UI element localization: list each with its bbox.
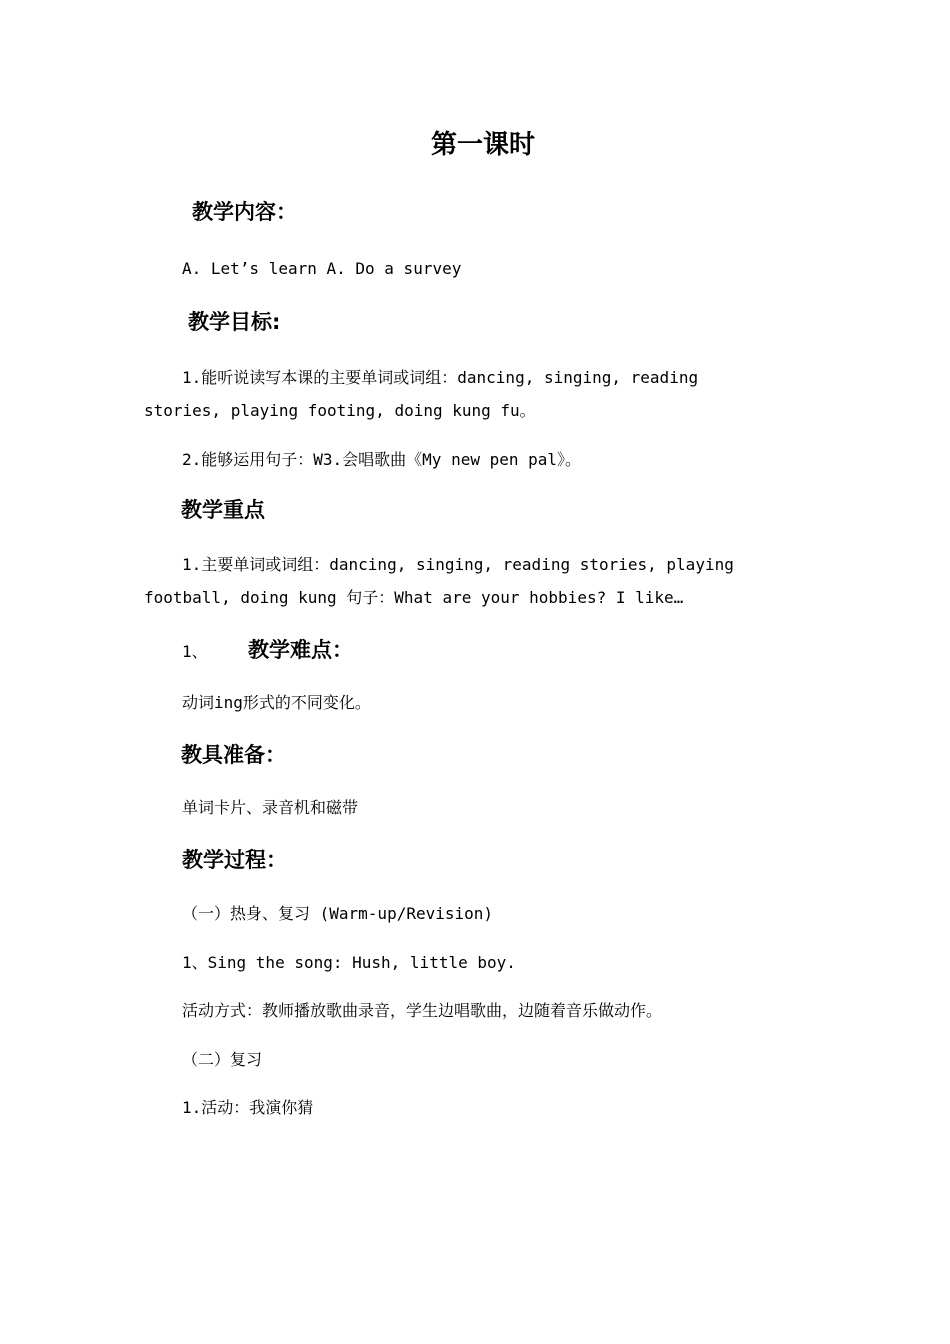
difficulty-heading-line [182, 636, 353, 666]
difficulty-number: 1、 [182, 642, 208, 661]
tools-text: 单词卡片、录音机和磁带 [182, 798, 359, 817]
key-point-item-1: 1.主要单词或词组：dancing, singing, reading stories, playing football, doing kung 句子：What are your hobbies? I like… [144, 555, 734, 607]
lesson-title: 第一课时 [430, 130, 535, 160]
goal-item-1: 1.能听说读写本课的主要单词或词组：dancing, singing, reading stories, playing footing, doing kung fu。 [144, 368, 699, 420]
content-text: A. Let’s learn A. Do a survey [182, 259, 462, 278]
tools-heading: 教具准备： [181, 743, 286, 767]
process-heading: 教学过程： [182, 848, 287, 872]
difficulty-text: 动词ing形式的不同变化。 [182, 693, 371, 712]
step-2-heading: （二）复习 [182, 1050, 263, 1069]
goal-item-2: 2.能够运用句子：W3.会唱歌曲《My new pen pal》。 [182, 450, 582, 469]
goals-heading: 教学目标: [188, 310, 281, 334]
step-1-item: 1、Sing the song: Hush, little boy. [182, 953, 516, 972]
step-2-item: 1.活动：我演你猜 [182, 1098, 314, 1117]
key-points-heading: 教学重点 [181, 498, 265, 522]
content-heading: 教学内容： [192, 200, 297, 224]
step-1-method: 活动方式：教师播放歌曲录音，学生边唱歌曲，边随着音乐做动作。 [182, 1001, 663, 1020]
step-1-heading: （一）热身、复习 (Warm-up/Revision) [182, 904, 494, 923]
difficulty-heading: 教学难点： [248, 638, 353, 662]
